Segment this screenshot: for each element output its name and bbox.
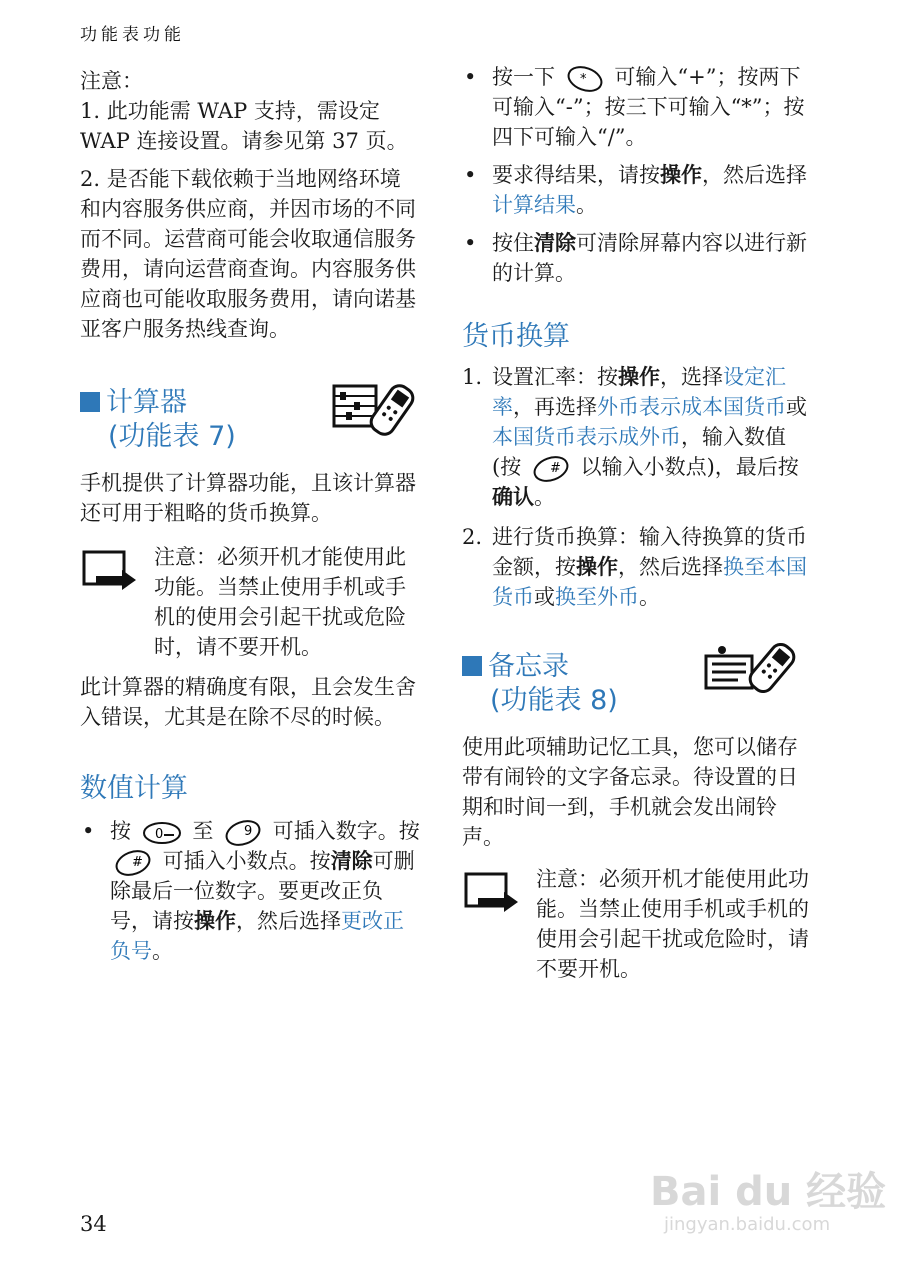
calculator-intro: 手机提供了计算器功能，且该计算器还可用于粗略的货币换算。 xyxy=(80,471,416,525)
svg-text:0: 0 xyxy=(154,826,163,842)
watermark-url: jingyan.baidu.com xyxy=(664,1214,831,1235)
note-title: 注意： xyxy=(80,69,143,93)
list-item: 1. 设置汇率：按操作，选择设定汇率，再选择外币表示成本国货币或本国货币表示成外币，输入数值 (按 # 以输入小数点)，最后按确认。 xyxy=(462,364,807,509)
calculator-icon xyxy=(332,380,424,438)
memo-heading-title: 备忘录 xyxy=(488,651,569,682)
note-item-2: 2. 是否能下载依赖于当地网络环境和内容服务供应商，并因市场的不同而不同。运营商可能会收取通信服务费用，请向运营商查询。内容服务供应商也可能收取服务费用，请向诺基亚客户服务热线查询。 xyxy=(80,167,416,341)
menu-link-result: 计算结果 xyxy=(492,193,576,217)
calculator-accuracy: 此计算器的精确度有限，且会发生舍入错误，尤其是在除不尽的时候。 xyxy=(80,675,416,729)
menu-link-to-home: 换至本国货币 xyxy=(492,555,807,609)
calculator-heading-sub: (功能表 7) xyxy=(108,421,236,452)
key-star-icon xyxy=(566,66,604,92)
note-item-1: 1. 此功能需 WAP 支持，需设定 WAP 连接设置。请参见第 37 页。 xyxy=(80,99,408,153)
note-hand-icon xyxy=(464,872,520,914)
page-number: 34 xyxy=(80,1212,107,1236)
key-hash-icon xyxy=(532,456,570,482)
memo-heading xyxy=(462,650,812,718)
menu-link-home-to-foreign: 本国货币表示成外币 xyxy=(492,425,681,449)
menu-link-foreign-to-home: 外币表示成本国货币 xyxy=(597,395,786,419)
page-header: 功能表功能 xyxy=(80,25,185,45)
watermark-logo: Bai du 经验 xyxy=(650,1169,887,1215)
list-item: • 要求得结果，请按操作，然后选择计算结果。 xyxy=(464,162,807,217)
memo-note xyxy=(462,864,812,984)
list-item: • 按住清除可清除屏幕内容以进行新的计算。 xyxy=(464,230,807,285)
svg-text:9: 9 xyxy=(244,823,253,839)
memo-intro: 使用此项辅助记忆工具，您可以储存带有闹铃的文字备忘录。待设置的日期和时间一到，手机就会发出闹铃声。 xyxy=(462,735,798,849)
calculator-heading-title: 计算器 xyxy=(106,387,187,418)
key-hash-icon xyxy=(114,850,152,876)
right-column xyxy=(462,62,812,984)
memo-note-text: 注意：必须开机才能使用此功能。当禁止使用手机或手机的使用会引起干扰或危险时，请不要开机。 xyxy=(536,867,809,981)
menu-link-set-rate: 设定汇率 xyxy=(492,365,786,419)
list-item: • 按一下 * 可输入“+”；按两下可输入“-”；按三下可输入“*”；按四下可输入“/”。 xyxy=(462,62,812,152)
numeric-list xyxy=(80,816,420,966)
heading-square-icon xyxy=(80,392,100,412)
currency-heading: 货币换算 xyxy=(462,321,570,352)
left-column xyxy=(80,62,420,974)
svg-text:#: # xyxy=(549,460,561,476)
menu-link-to-foreign: 换至外币 xyxy=(555,585,639,609)
calc-ops-list xyxy=(462,62,812,288)
calculator-heading xyxy=(80,386,420,454)
heading-square-icon xyxy=(462,656,482,676)
svg-text:#: # xyxy=(132,854,143,870)
currency-steps xyxy=(462,362,812,612)
list-item: • 按 0 至 9 可插入数字。按 # 可插入小数点。按清除可删除最后一位数字。要更改正负号，请按操作，然后选择更改正负号。 xyxy=(80,816,420,966)
memo-heading-sub: (功能表 8) xyxy=(490,685,618,716)
key-nine-icon xyxy=(224,820,262,846)
numeric-heading: 数值计算 xyxy=(80,773,188,804)
list-item: 2. 进行货币换算：输入待换算的货币金额，按操作，然后选择换至本国货币或换至外币。 xyxy=(462,525,807,609)
note-hand-icon xyxy=(82,550,138,592)
calculator-note xyxy=(80,542,420,662)
key-zero-icon xyxy=(142,821,182,845)
calculator-note-text: 注意：必须开机才能使用此功能。当禁止使用手机或手机的使用会引起干扰或危险时，请不要开机。 xyxy=(154,545,406,659)
notepad-icon xyxy=(702,638,798,698)
svg-text:*: * xyxy=(579,71,587,87)
menu-link-change-sign: 更改正负号 xyxy=(110,909,404,963)
